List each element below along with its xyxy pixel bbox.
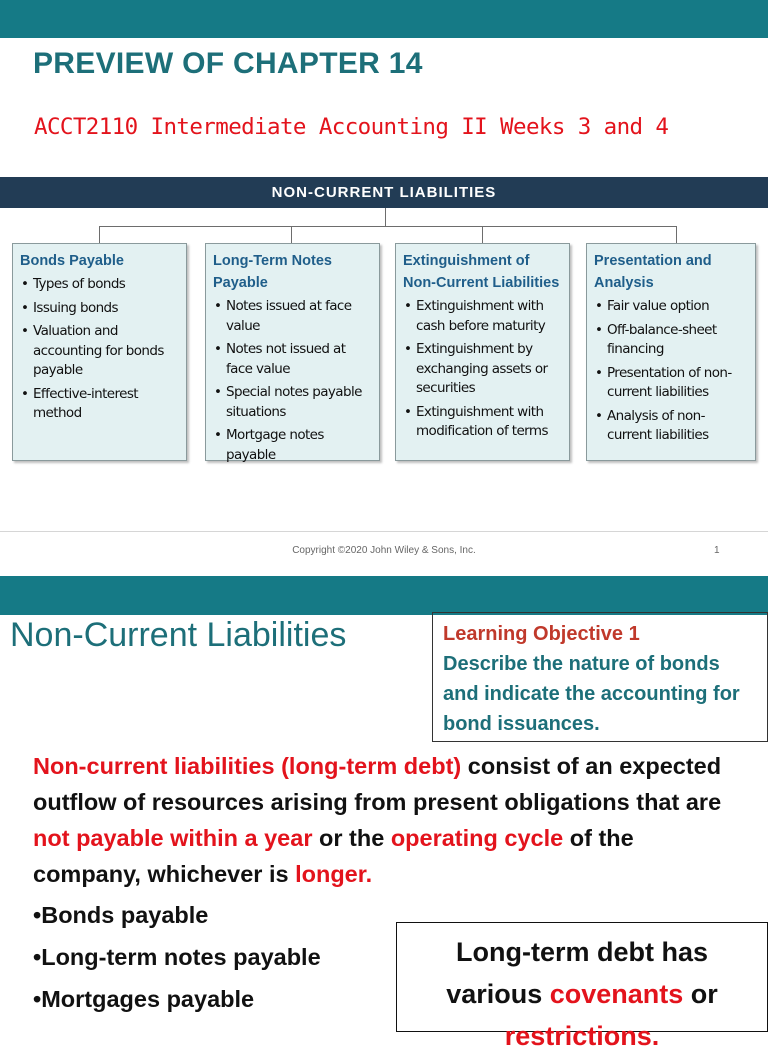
footer-divider <box>0 531 768 532</box>
highlight-term: not payable within a year <box>33 825 313 851</box>
highlight-term: longer. <box>295 861 373 887</box>
covenants-callout <box>396 922 768 1051</box>
connector-vertical-main <box>385 208 386 227</box>
callout-text: or <box>683 979 718 1009</box>
topic-heading: Presentation and Analysis <box>594 253 712 291</box>
highlight-term: covenants <box>549 979 684 1009</box>
topic-item: • Special notes payable situations <box>213 383 373 422</box>
topic-box-bonds-payable <box>12 243 187 461</box>
topic-item: • Off-balance-sheet financing <box>594 321 749 360</box>
topic-item: • Valuation and accounting for bonds payable <box>20 322 180 381</box>
callout-line: Long-term debt has <box>455 937 708 967</box>
topic-item: • Fair value option <box>594 297 749 317</box>
list-item: •Long-term notes payable <box>33 944 321 970</box>
topic-heading: Extinguishment of Non-Current Liabilities <box>403 253 560 291</box>
highlight-term: operating cycle <box>390 825 564 851</box>
topic-item: • Presentation of non-current liabilities <box>594 364 749 403</box>
highlight-term: restrictions. <box>504 1021 660 1051</box>
topic-item: • Notes not issued at face value <box>213 340 373 379</box>
topic-box-presentation <box>586 243 756 461</box>
topic-item: • Extinguishment with cash before maturity <box>403 297 563 336</box>
learning-objective-label: Learning Objective 1 <box>443 623 640 645</box>
paragraph-text: of the company, whichever is <box>33 825 634 887</box>
page-number: 1 <box>714 545 720 556</box>
chapter-banner: NON-CURRENT LIABILITIES <box>0 177 768 208</box>
topic-item: • Types of bonds <box>20 275 180 295</box>
topic-box-long-term-notes <box>205 243 380 461</box>
learning-objective-text: Describe the nature of bonds and indicate the accounting for bond issuances. <box>443 653 740 735</box>
topic-item: • Extinguishment with modification of terms <box>403 403 563 442</box>
list-item: •Bonds payable <box>33 902 209 928</box>
liability-types-list <box>33 894 321 1020</box>
topic-item: • Issuing bonds <box>20 299 180 319</box>
paragraph-text: or the <box>312 825 391 851</box>
slide-header-bar <box>0 0 768 38</box>
slide-title: Non-Current Liabilities <box>10 616 347 654</box>
definition-paragraph <box>33 748 733 892</box>
callout-line <box>397 973 767 1015</box>
learning-objective-box <box>432 612 768 742</box>
connector-horizontal <box>99 226 677 227</box>
topic-item: • Notes issued at face value <box>213 297 373 336</box>
topic-heading: Long-Term Notes Payable <box>213 253 332 291</box>
topic-item: • Extinguishment by exchanging assets or securities <box>403 340 563 399</box>
topic-item: • Effective-interest method <box>20 385 180 424</box>
connector-drop-3 <box>482 226 483 243</box>
slide-2 <box>0 576 768 1051</box>
topic-item: • Mortgage notes payable <box>213 426 373 465</box>
topic-item: • Analysis of non-current liabilities <box>594 407 749 446</box>
connector-drop-2 <box>291 226 292 243</box>
highlight-term: Non-current liabilities (long-term debt) <box>33 753 462 779</box>
connector-drop-1 <box>99 226 100 243</box>
copyright-text: Copyright ©2020 John Wiley & Sons, Inc. <box>292 545 476 556</box>
list-item: •Mortgages payable <box>33 986 255 1012</box>
topic-box-extinguishment <box>395 243 570 461</box>
topic-heading: Bonds Payable <box>20 253 124 269</box>
connector-drop-4 <box>676 226 677 243</box>
slide-title: PREVIEW OF CHAPTER 14 <box>33 47 423 80</box>
slide-header-bar <box>0 576 768 615</box>
callout-text: various <box>446 979 550 1009</box>
course-subtitle: ACCT2110 Intermediate Accounting II Weeks 3 and 4 <box>34 114 669 140</box>
paragraph-text: consist of an expected outflow of resources arising from present obligations that are <box>33 753 722 815</box>
